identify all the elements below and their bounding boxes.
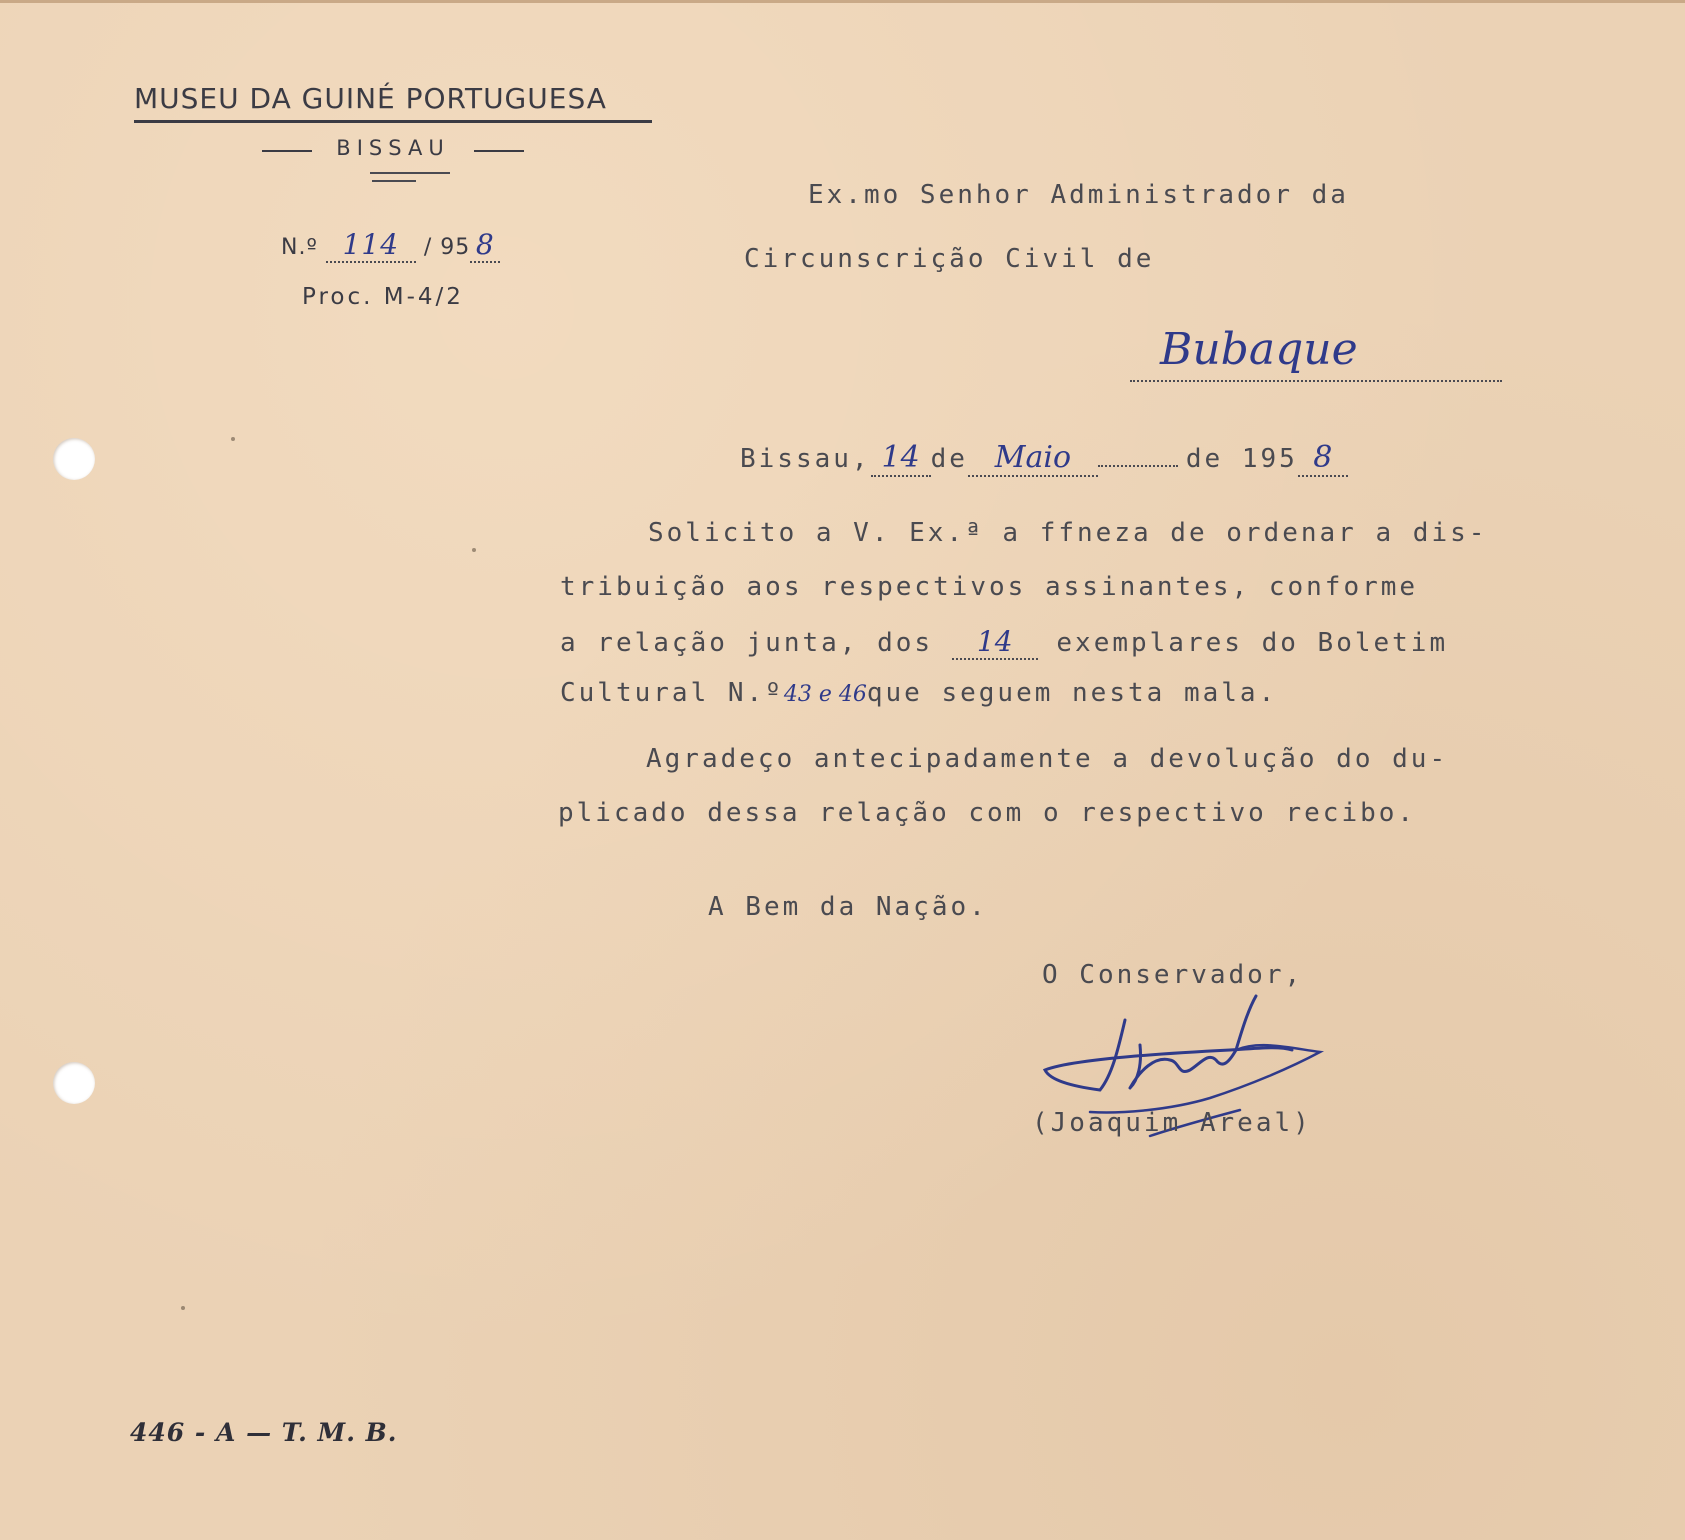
date-de-2: de bbox=[1185, 444, 1224, 474]
reference-number-value: 114 bbox=[326, 228, 416, 263]
body-line-3-start: a relação junta, dos bbox=[560, 628, 934, 658]
body-paragraph-2-line-2: plicado dessa relação com o respectivo recibo. bbox=[558, 798, 1417, 828]
body-line-3-end: exemplares do Boletim bbox=[1056, 628, 1449, 658]
signatory-name: (Joaquim Areal) bbox=[1032, 1108, 1312, 1138]
city-dash-right bbox=[474, 150, 524, 152]
paper-top-edge bbox=[0, 0, 1685, 3]
institution-underline bbox=[134, 120, 652, 123]
date-day: 14 bbox=[871, 440, 931, 477]
body-paragraph-2-line-1: Agradeço antecipadamente a devolução do du- bbox=[646, 744, 1449, 774]
body-paragraph-1-line-1: Solicito a V. Ex.ª a ffneza de ordenar a dis- bbox=[648, 518, 1488, 548]
body-copies-count: 14 bbox=[952, 625, 1038, 660]
punch-hole-bottom bbox=[53, 1062, 95, 1104]
form-code: 446 - A — T. M. B. bbox=[130, 1418, 398, 1447]
process-reference: Proc. M-4/2 bbox=[302, 284, 464, 310]
date-year-prefix: 195 bbox=[1241, 444, 1298, 474]
date-line bbox=[740, 440, 1348, 477]
addressee-place: Bubaque bbox=[1160, 324, 1358, 375]
paper-speck bbox=[231, 437, 235, 441]
body-paragraph-1-line-3 bbox=[560, 625, 1448, 660]
reference-number bbox=[281, 228, 500, 263]
body-line-4-start: Cultural N.º bbox=[560, 678, 784, 708]
closing-salutation: A Bem da Nação. bbox=[708, 892, 988, 922]
punch-hole-top bbox=[53, 438, 95, 480]
reference-year-prefix: / 95 bbox=[423, 235, 471, 260]
date-month-dots bbox=[1098, 465, 1178, 467]
letterhead-rule-short bbox=[372, 180, 416, 182]
letterhead-city: BISSAU bbox=[336, 136, 450, 160]
date-month: Maio bbox=[968, 440, 1098, 477]
addressee-line-1: Ex.mo Senhor Administrador da bbox=[808, 180, 1349, 210]
date-city: Bissau, bbox=[740, 444, 871, 474]
paper-speck bbox=[472, 548, 476, 552]
closing-title: O Conservador, bbox=[1042, 960, 1304, 990]
letterhead-rule bbox=[370, 172, 450, 174]
institution-name: MUSEU DA GUINÉ PORTUGUESA bbox=[134, 82, 607, 115]
date-year-digit: 8 bbox=[1298, 440, 1348, 477]
addressee-line-2: Circunscrição Civil de bbox=[744, 244, 1155, 274]
body-paragraph-1-line-2: tribuição aos respectivos assinantes, conforme bbox=[560, 572, 1419, 602]
reference-year-digit: 8 bbox=[470, 228, 500, 263]
date-de-1: de bbox=[930, 444, 968, 474]
body-bulletin-numbers: 43 e 46 bbox=[783, 682, 867, 707]
paper-speck bbox=[181, 1306, 185, 1310]
addressee-place-line bbox=[1130, 380, 1502, 382]
body-paragraph-1-line-4 bbox=[560, 678, 1277, 708]
reference-number-prefix: N.º bbox=[281, 235, 318, 260]
body-line-4-end: que seguem nesta mala. bbox=[866, 678, 1278, 708]
